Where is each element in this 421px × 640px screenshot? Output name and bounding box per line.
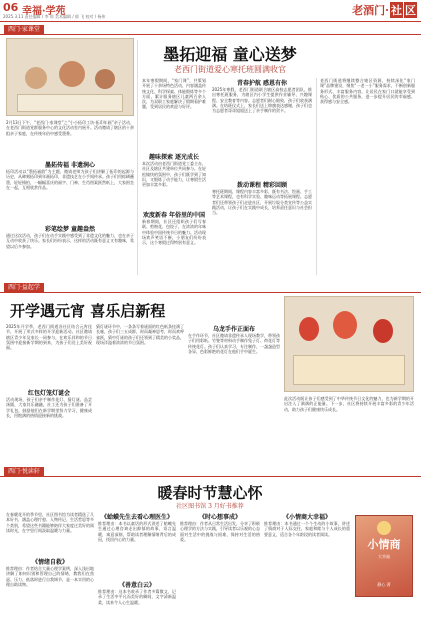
book-cover-title: 小情商 (367, 538, 401, 551)
book-title-1: 《情绪自救》 (31, 559, 68, 566)
headline: 开学遇元宵 喜乐启新程 (10, 302, 166, 320)
date-line: 2025.3.11 责任编辑 / 李 琼 美术编辑 / 郁 飞 校对 / 杨伟 (3, 14, 106, 19)
paragraph-f: 2025年寒假，老西门街道联合辖区高校志愿者团队，推出寒托班服务，为辖区内小学生提供作业辅导、兴趣课程、安全教育等内容。志愿者们耐心细致，孩子们收获满满。在结班仪式上，家长们送上锦旗表达感谢，孩子们也为志愿者哥哥姐姐送上了亲手制作的贺卡。 (212, 87, 312, 114)
page-name: 幸福·学苑 (22, 6, 66, 17)
headline: 墨拓迎福 童心送梦 (163, 45, 297, 64)
brand-logo (352, 2, 417, 18)
paragraph-a: 2025年开学季，老西门街道各社区结合元宵佳节，开展了形式多样的开学迎新活动。社区邀请辖区青少年及家长一同参与，在欢乐祥和的节日氛围中迎接新学期的到来，为孩子们送上美好祝福。 (6, 324, 92, 351)
column-rule (137, 40, 138, 275)
paragraph-b: 活动现场，孩子们亲手制作花灯、猜灯谜、品尝汤圆，大家其乐融融。社工还为孩子们准备了开学礼包，鼓励他们在新学期里努力学习、健康成长，用饱满的热情迎接新的挑战。 (6, 397, 92, 418)
paragraph-h: 老西门街道将继续整合辖区资源，持续深化“家门课”品牌建设，聚焦“一老一小”服务需求，不断创新服务形式、丰富服务内容，让居民在家门口就能享受到贴心、优质的公共服务，进一步提升居民的幸福感、获得感与安全感。 (320, 78, 415, 105)
section-bar-reading (0, 466, 421, 477)
paragraph-e: 此次活动既让孩子们感受到了中华传统节日文化的魅力，也为新学期的开启注入了满满的正能量。下一步，社区将持续开展丰富多彩的青少年活动，助力孩子们健康快乐成长。 (284, 396, 414, 412)
section-bar-family-class (0, 24, 421, 35)
section-tag: 西门·悦读轩 (4, 467, 44, 476)
book-review-5: 推荐理由：本书通过一个个生动的小故事，讲述了情商对于人际交往、家庭和睦与个人成长的重要意义，适合各个年龄段的读者阅读。 (264, 521, 350, 537)
sub-title-e: 青春护航 感恩有你 (236, 80, 288, 87)
book-title-3: 《善意白云》 (118, 582, 155, 589)
book-cover-subtitle: 大幸福 (378, 554, 390, 559)
column-rule (316, 78, 317, 275)
paragraph-d: 本次活动由老西门街道党工委主办，社区及辖区共建单位共同参与。在轻松愉快的氛围中，孩子们既学到了知识，又锻炼了动手能力，让寒假生活更加丰富多彩。 (142, 161, 206, 188)
sun-icon (377, 521, 391, 535)
paragraph-c: 本年寒假期间，“家门课”，共策划开展了十余场特色活动，内容涵盖传统文化、科学探索、体能锻炼等多个方面，累计服务辖区儿童两百余人次，为双职工家庭解决了假期看护难题，受到居民的欢迎与好评。 (142, 78, 206, 110)
headline: 暖春时节慧心怀 (157, 484, 263, 502)
book-cover-author: 静心 著 (377, 582, 391, 587)
lantern-photo (284, 296, 414, 392)
book-review-4: 推荐理由：作者从日常生活出发，分享了积极心理学的方法与实践，引导读者以乐观的心态面对生活中的挑战与困难，保持对生活的热爱。 (180, 521, 260, 542)
intro-text: 2月13日下午，“老西门·家课堂”之“小小拓印工坊·拓印年画”亲子活动，在老西门街道党群服务中心的文化活动室内展开。活动邀请了辖区的十余组亲子家庭，在传统年俗中感受墨香。 (6, 120, 134, 136)
paragraph-b: 通过这次活动，孩子们在动手实践中感受到了非遗文化的魅力，也在亲子互动中收获了快乐。家长们纷纷表示，这样的活动既有意义又有趣味，希望以后多参加。 (6, 233, 134, 249)
sub-title-a: 墨拓传福 非遗润心 (44, 162, 96, 169)
sub-title-c: 趣味探索 逐光成长 (148, 154, 200, 161)
subhead: 社区图书馆 3 月好书推荐 (176, 503, 244, 510)
intro-text: 在春暖花开的季节里，社区图书馆为读者精选了几本好书，涵盖心理疗愈、人物传记、生活哲思等多个类别，希望这些书籍能够陪伴大家度过美好的阅读时光，在字里行间汲取温暖与力量。 (6, 512, 94, 533)
activity-photo (6, 38, 134, 116)
paragraph-e: 新春期间，社区还组织孩子们写春联、剪窗花、包饺子，在浓浓的年味中体验中国传统节日的魅力。活动现场欢声笑语不断，小朋友们纷纷表示，这个寒假过得特别有意义。 (142, 219, 206, 246)
book-review-3: 推荐理由：这本书收录了作者多篇散文，记录了生活中平凡而美好的瞬间，文字清新温柔，读来令人心生温暖。 (98, 589, 176, 605)
paragraph-a: 拓印活动以“墨拓福韵”为主题，邀请老师为孩子们讲解了拓印的起源与历史，从碑刻拓印到年画拓印，非遗技艺在小手间传承。孩子们用棕刷蘸墨，轻轻捶拍，一幅幅喜庆的福字、门神、生肖图案跃然纸上，大家围坐在一起，互相欣赏作品。 (6, 169, 134, 190)
masthead (0, 0, 421, 22)
sub-title-a: 红包灯笼灯谜会 (27, 390, 70, 397)
paragraph-d: 在手作环节，社区邀请非遗传承人现场教学，带领孩子们用彩纸、竹签等材料动手制作兔子灯、荷花灯等传统花灯。孩子们认真学习，专注制作，一盏盏造型各异、色彩鲜艳的花灯在他们手中诞生。 (188, 333, 280, 354)
book-review-1: 推荐理由：作者结合大量心理学案例，深入浅出地讲解了如何识别和管理自己的情绪，教我们在焦虑、压力、低落时进行自我调节，是一本实用的心理自助读物。 (6, 566, 94, 587)
sub-title-b: 彩笔绘梦 童趣盎然 (44, 226, 96, 233)
book-review-2: 推荐理由：本书以童话的形式讲述了蛤蟆先生通过心理咨询走出抑郁的故事，语言温暖，寓意深刻，帮助读者理解情绪背后的成因，找回内心的力量。 (98, 521, 176, 542)
brand-text: 老酒门· (352, 4, 389, 17)
section-bar-learning (0, 282, 421, 293)
subhead: 老西门街道爱心寒托班圆满收官 (174, 65, 286, 74)
sub-title-f: 拨动课程 精彩回顾 (236, 182, 288, 189)
book-title-2: 《蛤蟆先生去看心理医生》 (100, 514, 173, 521)
book-title-5: 《小情商大幸福》 (282, 514, 331, 521)
brand-box-1: 社 (391, 4, 402, 17)
sub-title-d: 欢度新春 年俗里的中国 (142, 212, 206, 219)
section-tag: 西门·家课堂 (4, 25, 44, 34)
paragraph-c: 猜灯谜环节中，一条条写着谜面的红色纸条挂满了长廊，孩子们三五成群，时而凝神思考，时而欢呼雀跃，猜中灯谜的孩子们还领到了精美的小奖品，现场洋溢着浓浓的节日氛围。 (96, 324, 184, 345)
book-title-4: 《时心想事成》 (198, 514, 241, 521)
sub-title-b: 乌龙手作正面布 (212, 326, 255, 333)
section-tag: 西门·益起学 (4, 283, 44, 292)
page-number: 06 (3, 1, 19, 14)
book-cover (355, 515, 413, 597)
paragraph-g: 寒托班期间，课程内容丰富多彩，既有书法、绘画、手工等艺术课程，也有科学实验、趣味运动等拓展课程。志愿者们还带领孩子们走进社区，开展垃圾分类宣传等公益实践活动，让孩子们在实践中成长，培养责任意识与社会担当。 (212, 189, 312, 216)
brand-box-2: 区 (405, 4, 416, 17)
